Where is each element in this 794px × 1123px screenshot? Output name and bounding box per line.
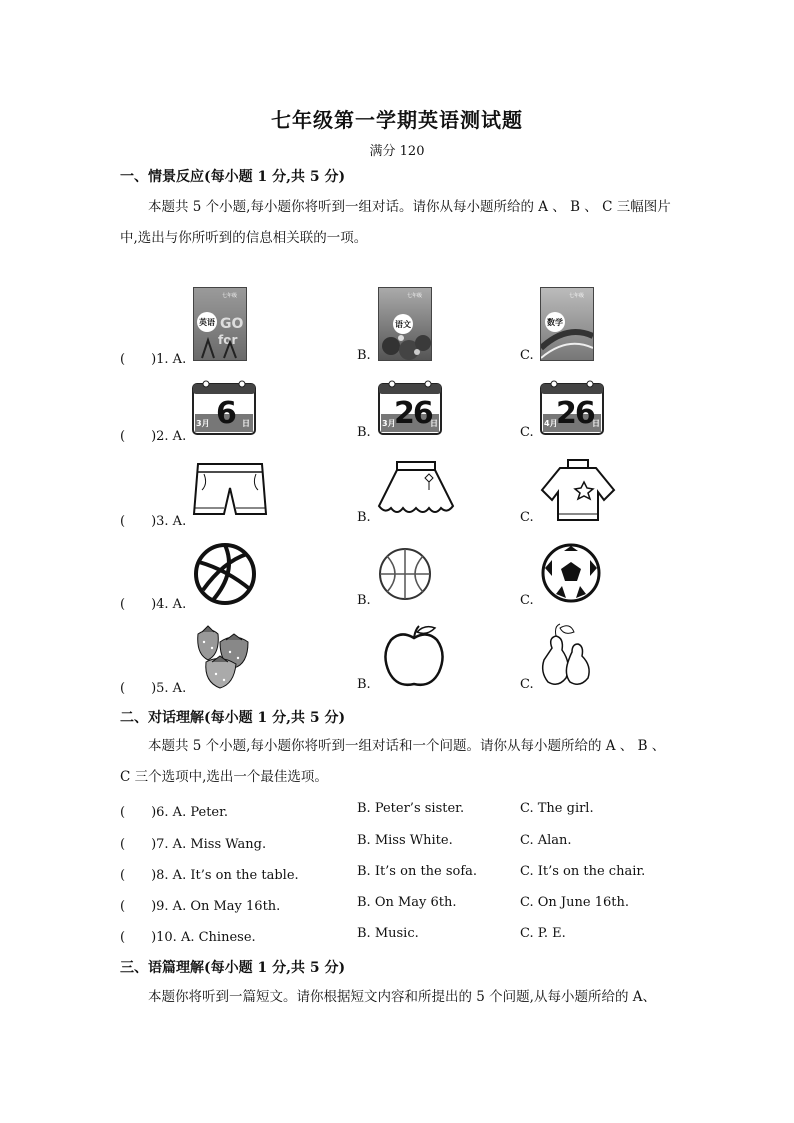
q5-option-c: C.: [520, 677, 534, 692]
q8-option-b: B. It’s on the sofa.: [357, 864, 478, 879]
q4-option-b: B.: [357, 593, 371, 608]
math-book-cover-icon: 七年级 数学: [540, 287, 594, 361]
q1-option-c: C.: [520, 348, 534, 363]
q9-option-c: C. On June 16th.: [520, 895, 629, 910]
calendar-icon-c: 4月 26 日: [540, 378, 604, 436]
skirt-icon: [375, 460, 457, 520]
svg-text:for: for: [218, 333, 238, 347]
q3-option-b: B.: [357, 510, 371, 525]
q10-option-c: C. P. E.: [520, 926, 566, 941]
q4-option-c: C.: [520, 593, 534, 608]
q1-option-b: B.: [357, 348, 371, 363]
q7-option-a: ( )7. A. Miss Wang.: [120, 837, 267, 852]
apple-icon: [381, 624, 447, 690]
q2-option-c: C.: [520, 425, 534, 440]
full-score: 满分 120: [369, 144, 425, 159]
pear-icon: [538, 622, 598, 690]
sweater-icon: [540, 458, 616, 524]
volleyball-icon: [193, 542, 257, 606]
q10-option-b: B. Music.: [357, 926, 419, 941]
section-3-instructions: 本题你将听到一篇短文。请你根据短文内容和所提出的 5 个问题,从每小题所给的 A、: [148, 989, 657, 1005]
chinese-book-cover-icon: 七年级 语文: [378, 287, 432, 361]
english-book-cover-icon: 七年级 英语 GO for: [193, 287, 247, 361]
english-label: 英语: [197, 312, 217, 332]
q7-option-c: C. Alan.: [520, 833, 572, 848]
calendar-icon-a: 3月 6 日: [192, 378, 256, 436]
q5-label: ( )5. A.: [120, 681, 187, 696]
basketball-icon: [377, 546, 433, 602]
q10-option-a: ( )10. A. Chinese.: [120, 930, 256, 945]
q6-option-a: ( )6. A. Peter.: [120, 805, 229, 820]
math-label: 数学: [545, 312, 565, 332]
q6-option-b: B. Peter’s sister.: [357, 801, 465, 816]
q9-option-a: ( )9. A. On May 16th.: [120, 899, 281, 914]
q1-label: ( )1. A.: [120, 352, 187, 367]
q9-option-b: B. On May 6th.: [357, 895, 457, 910]
soccer-ball-icon: [540, 542, 602, 604]
q7-option-b: B. Miss White.: [357, 833, 453, 848]
svg-text:GO: GO: [220, 316, 244, 332]
section-1-heading: 一、情景反应(每小题 1 分,共 5 分): [120, 169, 346, 185]
q2-label: ( )2. A.: [120, 429, 187, 444]
chinese-label: 语文: [393, 314, 413, 334]
q3-label: ( )3. A.: [120, 514, 187, 529]
section-2-heading: 二、对话理解(每小题 1 分,共 5 分): [120, 710, 346, 726]
q2-option-b: B.: [357, 425, 371, 440]
q8-option-c: C. It’s on the chair.: [520, 864, 646, 879]
section-2-instructions: 本题共 5 个小题,每小题你将听到一组对话和一个问题。请你从每小题所给的 A 、 B 、 C 三个选项中,选出一个最佳选项。: [120, 738, 666, 785]
q4-label: ( )4. A.: [120, 597, 187, 612]
q8-option-a: ( )8. A. It’s on the table.: [120, 868, 299, 883]
page-title: 七年级第一学期英语测试题: [271, 108, 523, 132]
q6-option-c: C. The girl.: [520, 801, 594, 816]
section-1-instructions: 本题共 5 个小题,每小题你将听到一组对话。请你从每小题所给的 A 、 B 、 C 三幅图片中,选出与你所听到的信息相关联的一项。: [120, 199, 671, 246]
strawberries-icon: [192, 624, 256, 690]
calendar-icon-b: 3月 26 日: [378, 378, 442, 436]
q3-option-c: C.: [520, 510, 534, 525]
q5-option-b: B.: [357, 677, 371, 692]
shorts-icon: [192, 460, 268, 522]
section-3-heading: 三、语篇理解(每小题 1 分,共 5 分): [120, 960, 346, 976]
